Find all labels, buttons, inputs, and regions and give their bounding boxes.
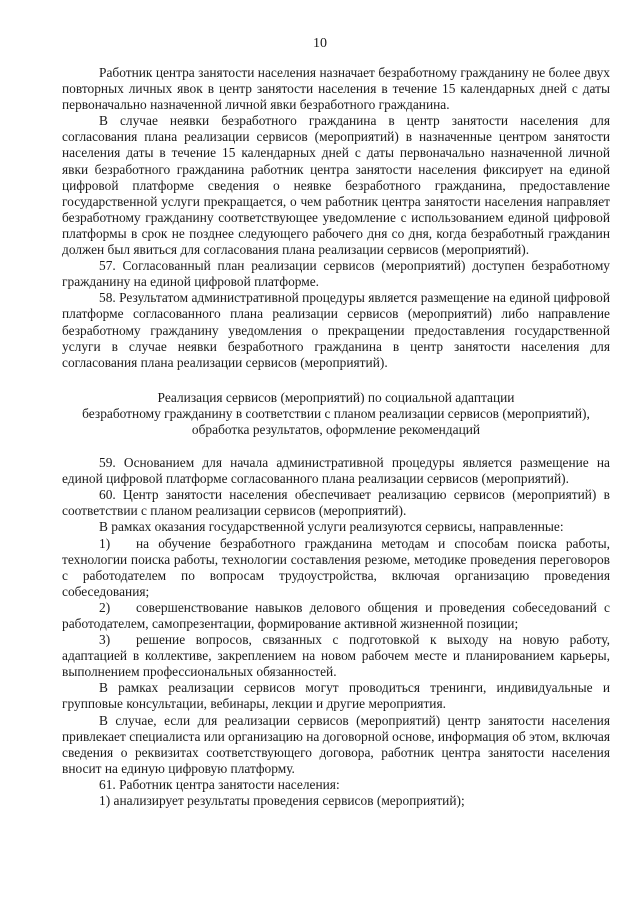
- list-item-number: 2): [99, 599, 111, 615]
- paragraph-60: 60. Центр занятости населения обеспечивает реализацию сервисов (мероприятий) в соответствии с планом реализации сервисов (мероприятий).: [62, 487, 610, 519]
- paragraph-contractor: В случае, если для реализации сервисов (мероприятий) центр занятости населения привлекает специалиста или организацию на договорной основе, информация об этом, включая сведения о реквизитах соответствующего договора, работник центра занятости населения вносит на единую цифровую платформу.: [62, 712, 610, 776]
- list-item: [62, 536, 610, 600]
- list-item-number: 1): [99, 535, 111, 551]
- section-heading-line-2: безработному гражданину в соответствии с планом реализации сервисов (мероприятий),: [82, 405, 590, 421]
- list-item-text: совершенствование навыков делового общения и проведения собеседований с работодателем, самопрезентации, формирование активной жизненной позиции;: [62, 599, 610, 631]
- section-heading: [62, 390, 610, 438]
- paragraph-57: 57. Согласованный план реализации сервисов (мероприятий) доступен безработному гражданину на единой цифровой платформе.: [62, 258, 610, 290]
- document-body: [62, 65, 610, 809]
- list-item: [62, 600, 610, 632]
- paragraph-59: 59. Основанием для начала административной процедуры является размещение на единой цифровой платформе согласованного плана реализации сервисов (мероприятий).: [62, 455, 610, 487]
- paragraph-58: 58. Результатом административной процедуры является размещение на единой цифровой платформе согласованного плана реализации сервисов (мероприятий) либо направление безработному гражданину уведомления о прекращении предоставления государственной услуги в случае неявки безработного гражданина в центр занятости населения для согласования плана реализации сервисов (мероприятий).: [62, 290, 610, 370]
- list-item: [62, 632, 610, 680]
- list-item-text: решение вопросов, связанных с подготовкой к выходу на новую работу, адаптацией в коллективе, закреплением на новом рабочем месте и планированием карьеры, выполнением профессиональных обязанностей.: [62, 632, 610, 680]
- paragraph-trainings: В рамках реализации сервисов могут проводиться тренинги, индивидуальные и групповые консультации, вебинары, лекции и другие мероприятия.: [62, 680, 610, 712]
- paragraph-61: 61. Работник центра занятости населения:: [99, 776, 340, 792]
- list-item-text: на обучение безработного гражданина методам и способам поиска работы, технологии поиска работы, технологии составления резюме, методике проведения переговоров с работодателем по вопросам трудоустройства, включая организацию проведения собеседования;: [62, 535, 610, 599]
- section-heading-line-1: Реализация сервисов (мероприятий) по социальной адаптации: [157, 389, 515, 405]
- paragraph-no-show: В случае неявки безработного гражданина в центр занятости населения для согласования плана реализации сервисов (мероприятий) в назначенные центром занятости населения даты в течение 15 календарных дней с даты первоначально назначенной личной явки безработного гражданина работник центра занятости населения фиксирует на единой цифровой платформе сведения о неявке безработного гражданина, предоставление государственной услуги прекращается, о чем работник центра занятости населения направляет безработному гражданину соответствующее уведомление с использованием единой цифровой платформы в срок не позднее следующего рабочего дня со дня, когда безработный гражданин должен был явиться для согласования плана реализации сервисов (мероприятий).: [62, 113, 610, 258]
- paragraph-repeat-visits: Работник центра занятости населения назначает безработному гражданину не более двух повторных личных явок в центр занятости населения в течение 15 календарных дней с даты первоначально назначенной личной явки безработного гражданина.: [62, 65, 610, 113]
- page-number: 10: [313, 36, 327, 51]
- paragraph-services-intro: В рамках оказания государственной услуги реализуются сервисы, направленные:: [99, 519, 564, 535]
- paragraph-61-item-1: 1) анализирует результаты проведения сервисов (мероприятий);: [99, 793, 465, 809]
- section-heading-line-3: обработка результатов, оформление рекомендаций: [191, 421, 481, 437]
- list-item-number: 3): [99, 632, 111, 648]
